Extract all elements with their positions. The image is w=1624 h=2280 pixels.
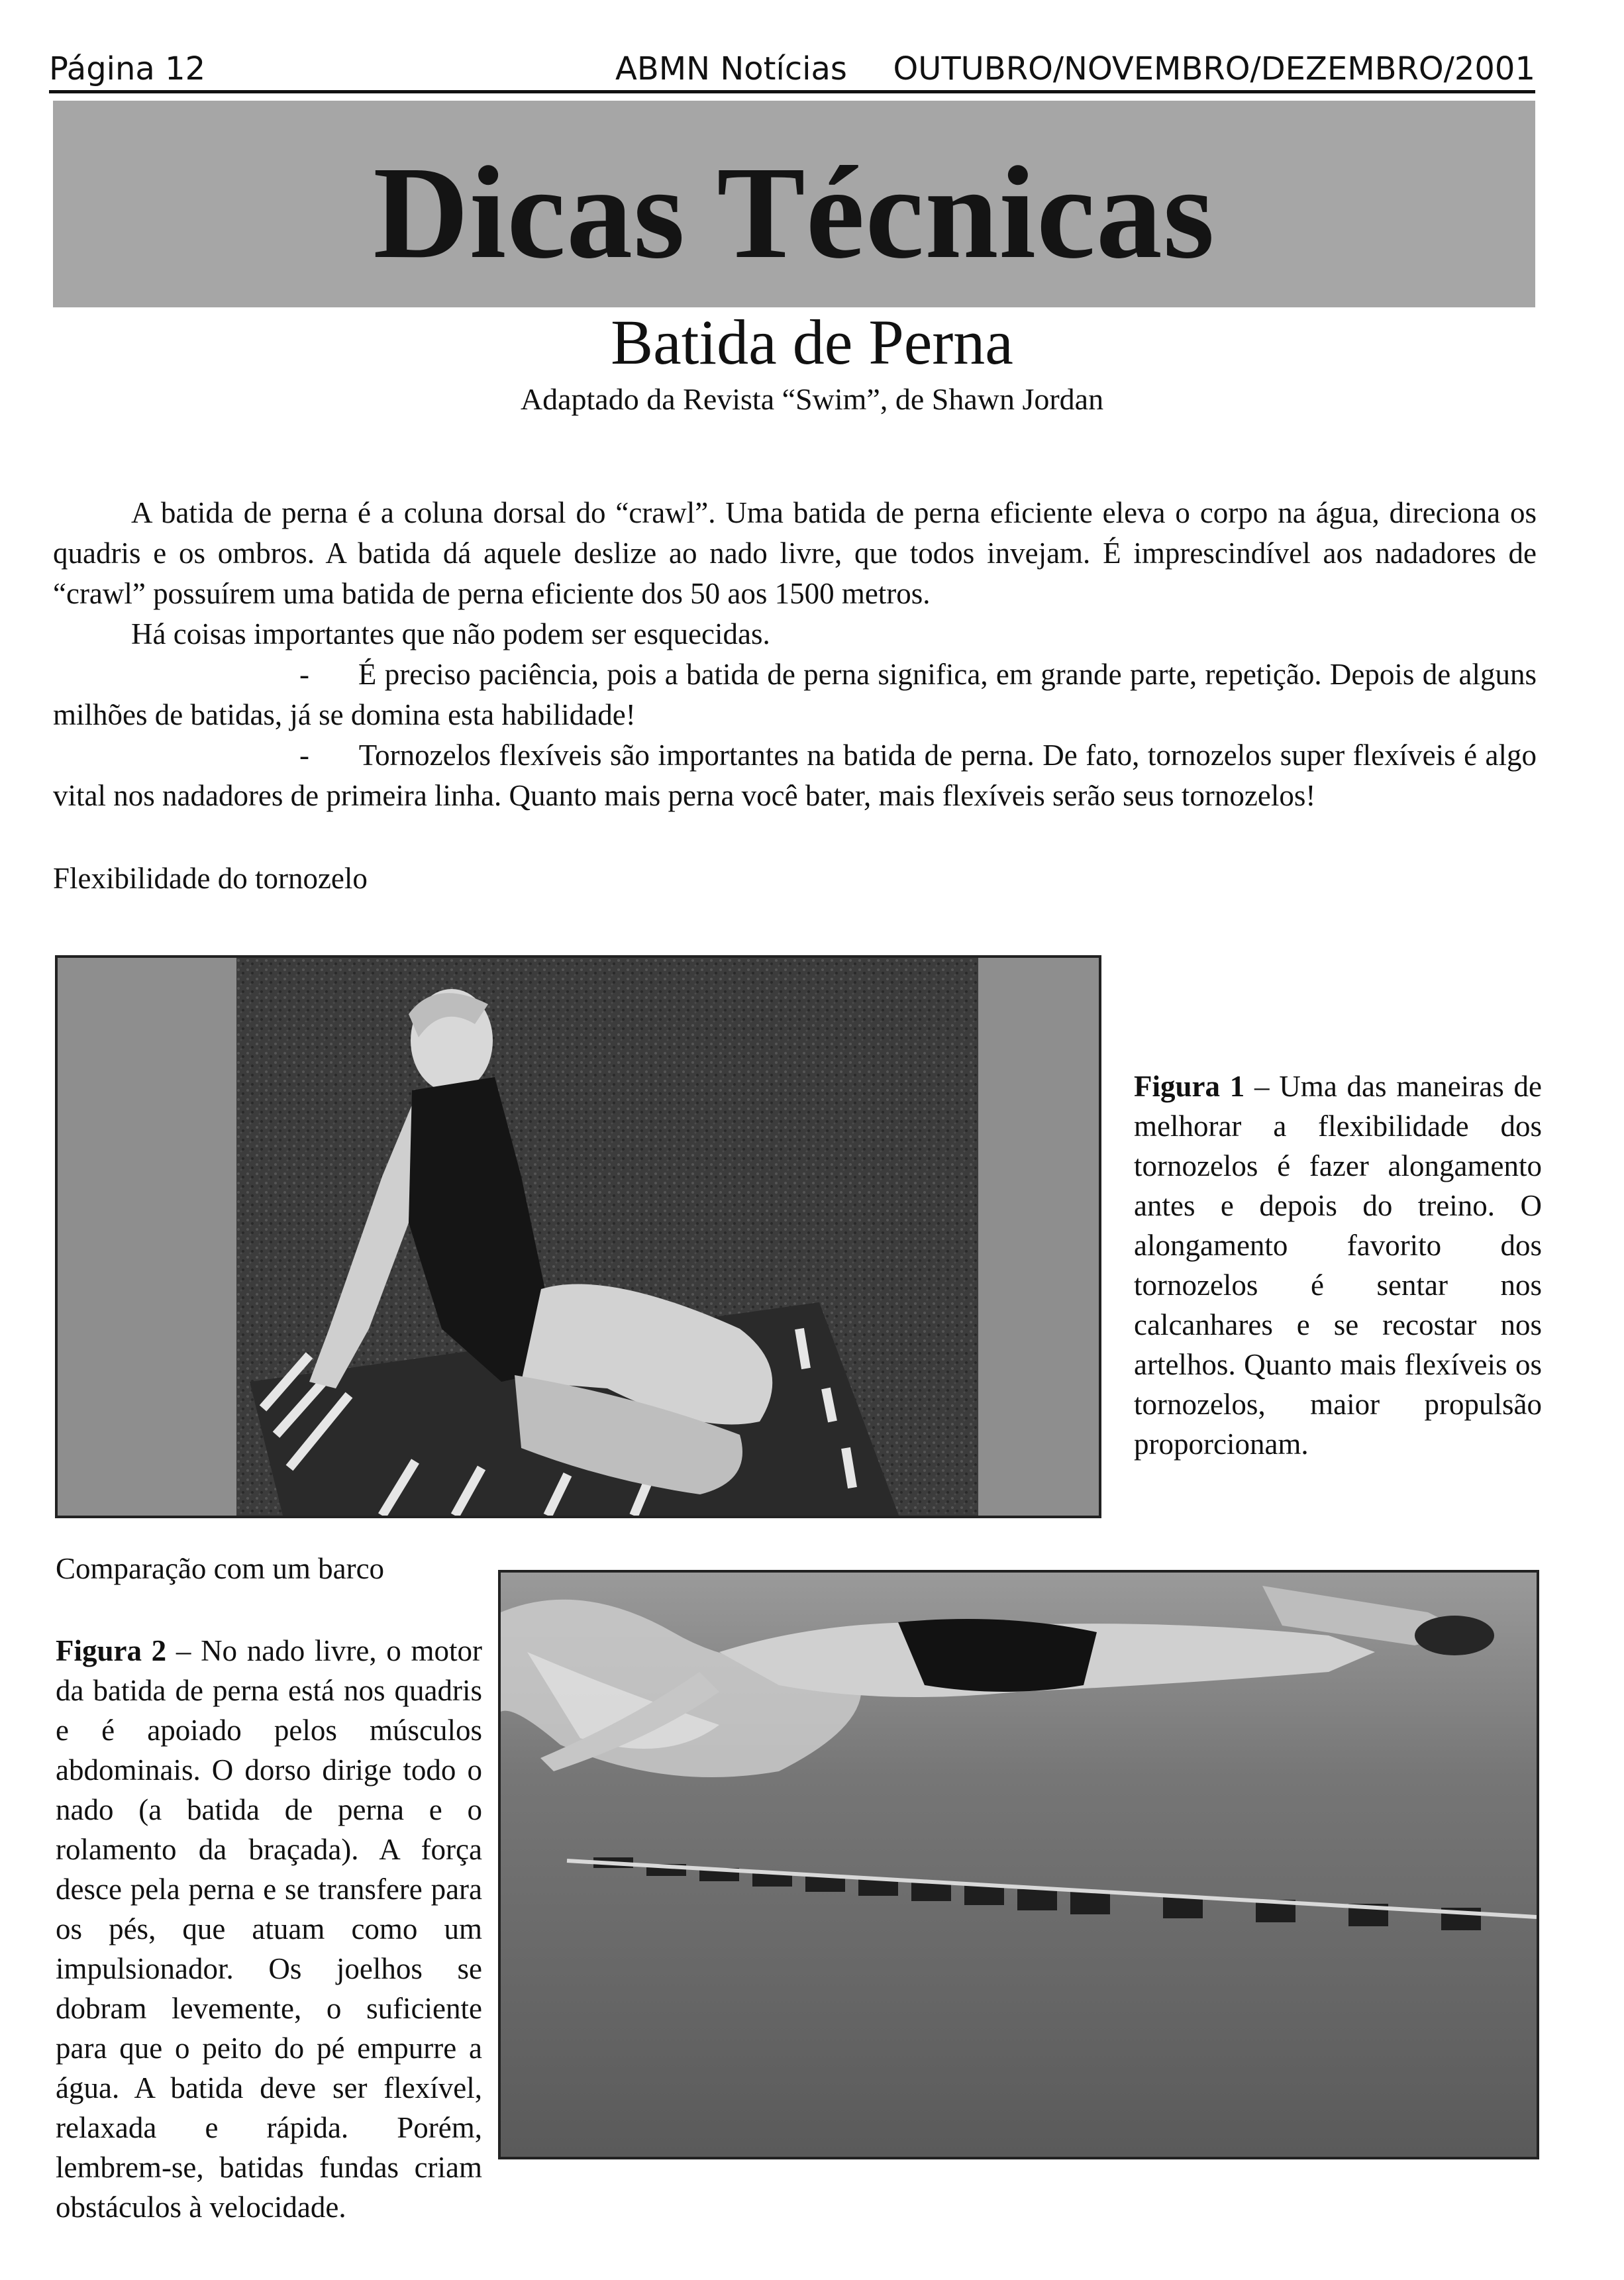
banner-title: Dicas Técnicas bbox=[373, 140, 1215, 286]
page-number: Página 12 bbox=[49, 50, 206, 87]
figure1-caption-label: Figura 1 bbox=[1134, 1070, 1245, 1103]
figure1-photo bbox=[55, 955, 1101, 1518]
issue-date: OUTUBRO/NOVEMBRO/DEZEMBRO/2001 bbox=[893, 50, 1535, 87]
bullet-item bbox=[53, 735, 1537, 816]
bullet-item bbox=[53, 654, 1537, 735]
article-title: Batida de Perna bbox=[611, 307, 1013, 378]
bullet-text: É preciso paciência, pois a batida de perna significa, em grande parte, repetição. Depois de alguns milhões de batidas, já se domina esta habilidade! bbox=[53, 658, 1537, 731]
section-banner bbox=[53, 101, 1535, 307]
figure2-caption-text: – No nado livre, o motor da batida de perna está nos quadris e é apoiado pelos músculos abdominais. O dorso dirige todo o nado (a batida de perna e o rolamento da braçada). A força desce pela perna e se transfere para os pés, que atuam como um impulsionador. Os joelhos se dobram levemente, o suficiente para que o peito do pé empurre a água. A batida deve ser flexível, relaxada e rápida. Porém, lembrem-se, batidas fundas criam obstáculos à velocidade. bbox=[56, 1634, 482, 2224]
swimmer-stretching-photo bbox=[236, 958, 978, 1516]
figure1-section-label: Flexibilidade do tornozelo bbox=[53, 862, 368, 895]
figure2-caption-label: Figura 2 bbox=[56, 1634, 167, 1667]
paragraph-important: Há coisas importantes que não podem ser esquecidas. bbox=[131, 617, 770, 650]
figure1-caption-text: – Uma das maneiras de melhorar a flexibilidade dos tornozelos é fazer alongamento antes e depois do treino. O alongamento favorito dos tornozelos é sentar nos calcanhares e se recostar nos artelhos. Quanto mais flexíveis os tornozelos, maior propulsão proporcionam. bbox=[1134, 1070, 1542, 1461]
bullet-marker: - bbox=[299, 739, 309, 772]
figure2-caption bbox=[56, 1631, 482, 2227]
page-header bbox=[49, 46, 1535, 93]
paragraph-intro: A batida de perna é a coluna dorsal do “crawl”. Uma batida de perna eficiente eleva o corpo na água, direciona os quadris e os ombros. A batida dá aquele deslize ao nado livre, que todos invejam. É imprescindível aos nadadores de “crawl” possuírem uma batida de perna eficiente dos 50 aos 1500 metros. bbox=[53, 496, 1537, 610]
bullet-text: Tornozelos flexíveis são importantes na batida de perna. De fato, tornozelos super flexíveis é algo vital nos nadadores de primeira linha. Quanto mais perna você bater, mais flexíveis serão seus tornozelos! bbox=[53, 739, 1537, 812]
bullet-marker: - bbox=[299, 658, 309, 691]
swimmer-underwater-photo bbox=[501, 1573, 1537, 2157]
publication-name: ABMN Notícias bbox=[615, 50, 847, 87]
figure2-section-label: Comparação com um barco bbox=[56, 1552, 385, 1585]
article-body bbox=[53, 493, 1537, 816]
article-byline: Adaptado da Revista “Swim”, de Shawn Jordan bbox=[520, 382, 1104, 416]
figure1-caption bbox=[1134, 1066, 1542, 1464]
figure2-photo bbox=[498, 1570, 1539, 2159]
